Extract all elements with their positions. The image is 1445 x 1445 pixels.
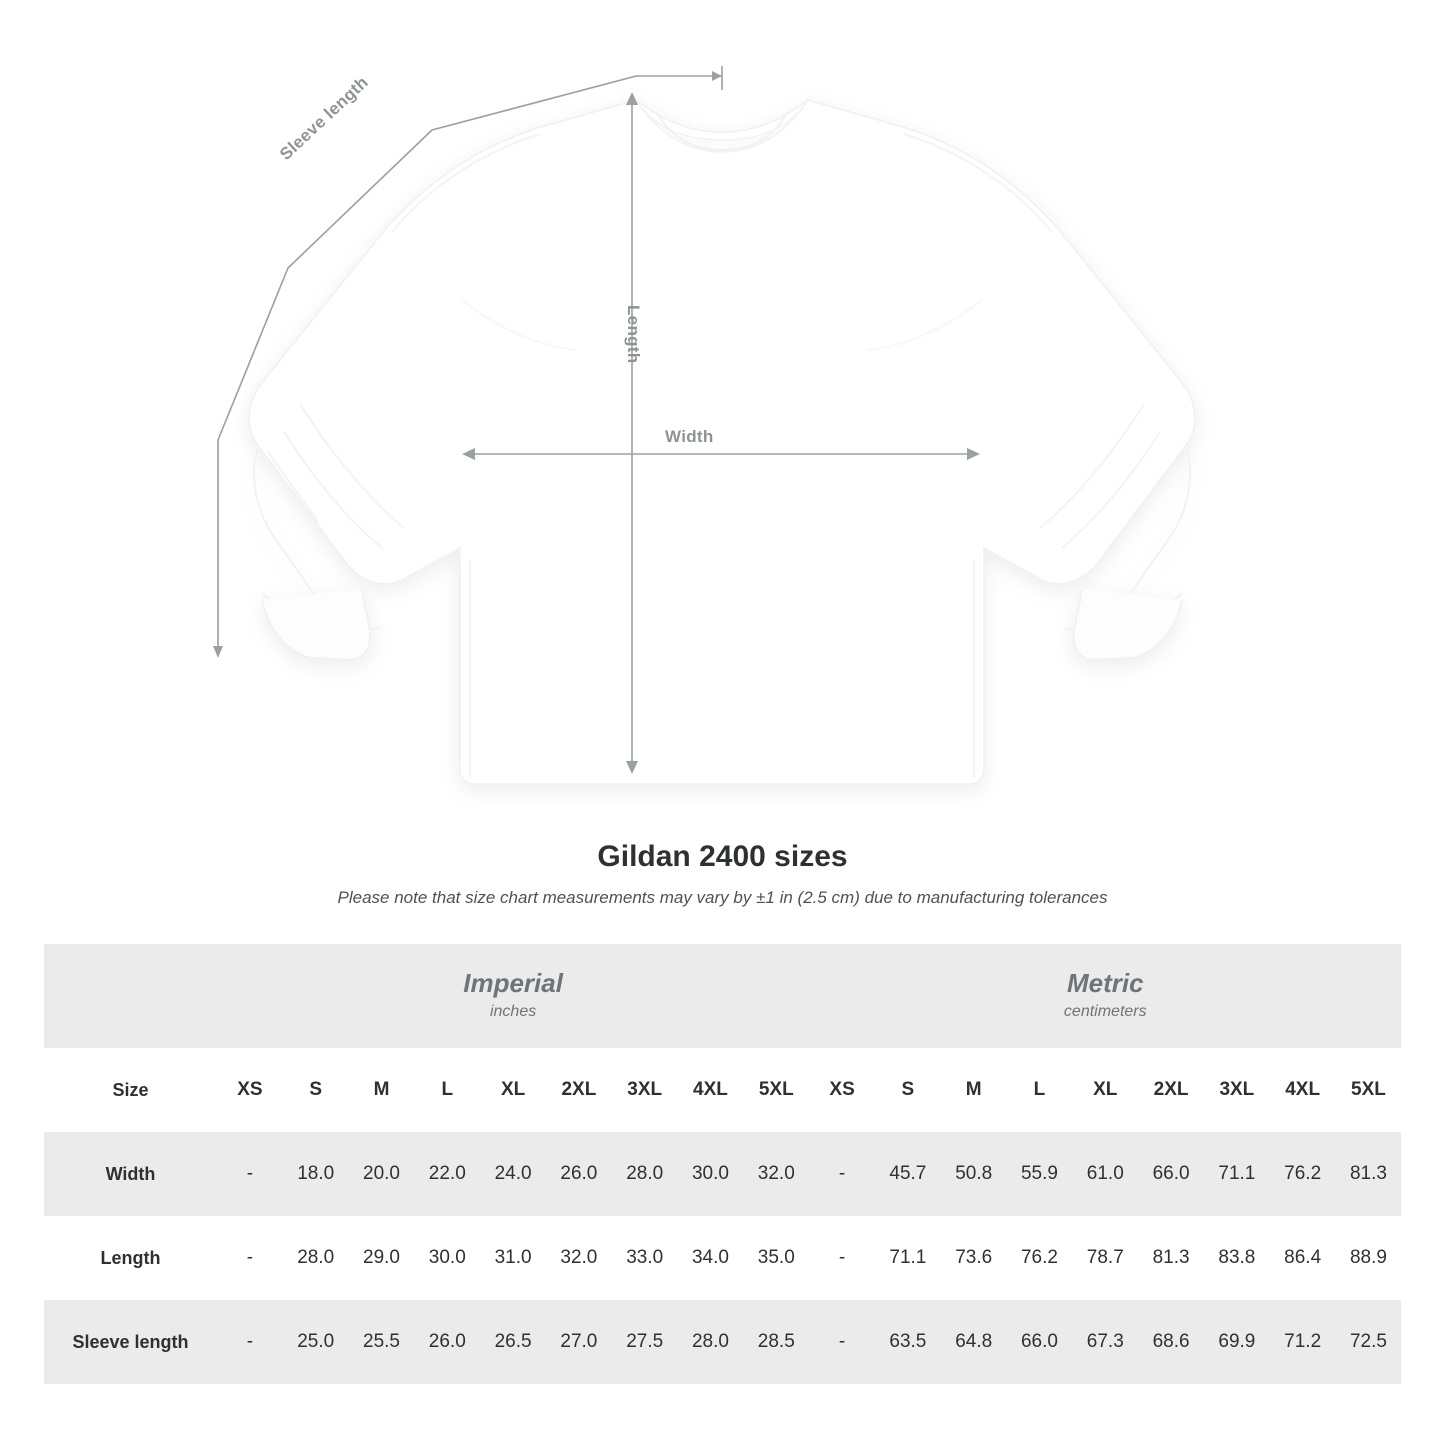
cell: 69.9 [1204, 1300, 1270, 1384]
table-row [44, 1300, 1401, 1384]
header-row [44, 1048, 1401, 1132]
cell: 78.7 [1072, 1216, 1138, 1300]
size-table-wrap [44, 944, 1401, 1384]
page-title: Gildan 2400 sizes [597, 840, 848, 873]
unit-group-row [44, 944, 1401, 1048]
cell: 31.0 [480, 1216, 546, 1300]
col-header: L [1033, 1079, 1046, 1100]
shirt-body [249, 100, 1195, 784]
cell: 30.0 [678, 1132, 744, 1216]
cell: 45.7 [875, 1132, 941, 1216]
imperial-units: inches [489, 1003, 537, 1021]
row-label: Sleeve length [44, 1300, 217, 1384]
cell: 76.2 [1270, 1132, 1336, 1216]
cell: 22.0 [414, 1132, 480, 1216]
col-header: M [965, 1079, 982, 1100]
col-header: XS [237, 1079, 263, 1100]
table-row [44, 1216, 1401, 1300]
cell: 27.5 [612, 1300, 678, 1384]
cell: 28.0 [283, 1216, 349, 1300]
cell: 50.8 [941, 1132, 1007, 1216]
cell: 26.0 [546, 1132, 612, 1216]
size-table [44, 944, 1401, 1384]
col-header: XL [1093, 1079, 1118, 1100]
cell: 83.8 [1204, 1216, 1270, 1300]
cell: 68.6 [1138, 1300, 1204, 1384]
cell: - [809, 1132, 875, 1216]
col-header: 4XL [1285, 1079, 1321, 1100]
cell: 27.0 [546, 1300, 612, 1384]
cell: 26.5 [480, 1300, 546, 1384]
cell: 67.3 [1072, 1300, 1138, 1384]
cell: - [809, 1216, 875, 1300]
cell: 81.3 [1138, 1216, 1204, 1300]
col-header: 3XL [627, 1079, 663, 1100]
cell: 71.2 [1270, 1300, 1336, 1384]
col-header: 2XL [1153, 1079, 1189, 1100]
col-header: L [441, 1079, 454, 1100]
cell: 81.3 [1336, 1132, 1402, 1216]
metric-units: centimeters [1063, 1003, 1147, 1021]
cell: 25.5 [349, 1300, 415, 1384]
cell: 66.0 [1138, 1132, 1204, 1216]
cell: 32.0 [743, 1132, 809, 1216]
cell: 55.9 [1007, 1132, 1073, 1216]
cell: 71.1 [1204, 1132, 1270, 1216]
imperial-name: Imperial [463, 967, 563, 998]
tolerance-note: Please note that size chart measurements may vary by ±1 in (2.5 cm) due to manufacturing tolerances [337, 888, 1108, 907]
cell: 88.9 [1336, 1216, 1402, 1300]
cell: 33.0 [612, 1216, 678, 1300]
cell: - [217, 1216, 283, 1300]
cell: 28.0 [678, 1300, 744, 1384]
cell: 71.1 [875, 1216, 941, 1300]
cell: 35.0 [743, 1216, 809, 1300]
unit-band-empty [44, 944, 217, 1048]
unit-band-metric [809, 944, 1401, 1048]
length-label: Length [624, 305, 643, 364]
col-header: 2XL [561, 1079, 597, 1100]
cell: 61.0 [1072, 1132, 1138, 1216]
title-block [0, 840, 1445, 908]
cell: 72.5 [1336, 1300, 1402, 1384]
row-label: Width [44, 1132, 217, 1216]
cell: 66.0 [1007, 1300, 1073, 1384]
row-label: Length [44, 1216, 217, 1300]
col-header: S [309, 1079, 323, 1100]
cell: 28.0 [612, 1132, 678, 1216]
cell: 20.0 [349, 1132, 415, 1216]
col-header: 3XL [1219, 1079, 1255, 1100]
col-header: M [373, 1079, 390, 1100]
width-label: Width [665, 427, 714, 446]
col-header: S [901, 1079, 915, 1100]
col-header: XL [500, 1079, 526, 1100]
cell: 25.0 [283, 1300, 349, 1384]
table-row [44, 1132, 1401, 1216]
col-header: 5XL [758, 1079, 794, 1100]
cell: 34.0 [678, 1216, 744, 1300]
cell: 28.5 [743, 1300, 809, 1384]
cell: 24.0 [480, 1132, 546, 1216]
unit-band-imperial [217, 944, 809, 1048]
cell: 64.8 [941, 1300, 1007, 1384]
cell: 76.2 [1007, 1216, 1073, 1300]
cell: - [217, 1132, 283, 1216]
cell: 73.6 [941, 1216, 1007, 1300]
sleeve-length-label: Sleeve length [276, 72, 372, 164]
cell: - [217, 1300, 283, 1384]
col-header: XS [829, 1079, 855, 1100]
cell: 30.0 [414, 1216, 480, 1300]
cell: 86.4 [1270, 1216, 1336, 1300]
col-header: 4XL [693, 1079, 728, 1100]
col-header: 5XL [1351, 1079, 1386, 1100]
cell: 18.0 [283, 1132, 349, 1216]
cell: 63.5 [875, 1300, 941, 1384]
cell: 29.0 [349, 1216, 415, 1300]
cell: 32.0 [546, 1216, 612, 1300]
metric-name: Metric [1066, 967, 1144, 998]
header-size-label: Size [112, 1079, 149, 1100]
cell: 26.0 [414, 1300, 480, 1384]
cell: - [809, 1300, 875, 1384]
